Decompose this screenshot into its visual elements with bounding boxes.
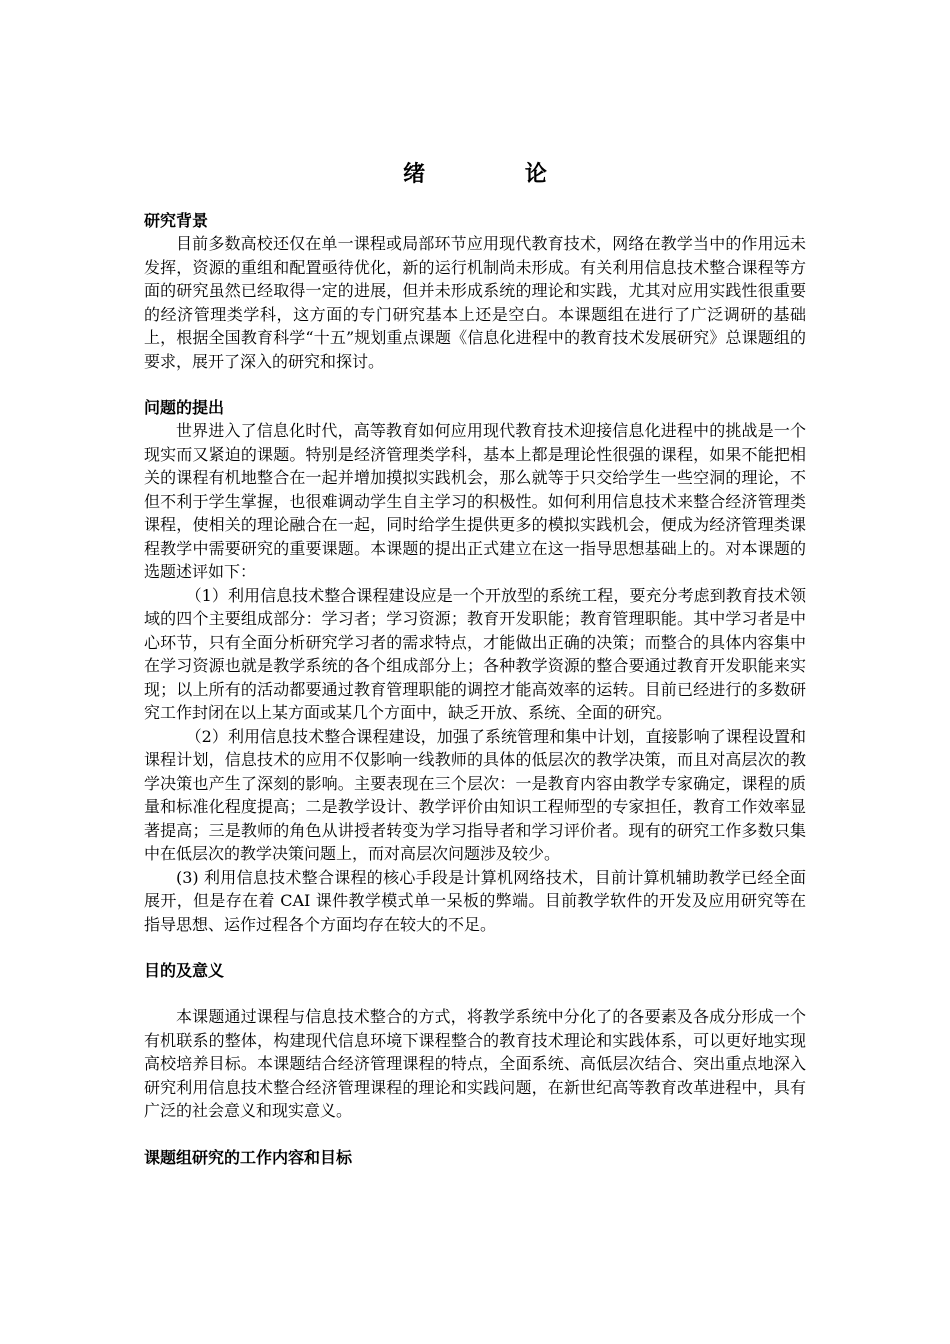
paragraph: (3) 利用信息技术整合课程的核心手段是计算机网络技术，目前计算机辅助教学已经全面展开，但是存在着 CAI 课件教学模式单一呆板的弊端。目前教学软件的开发及应用研究等在指导思想、运作过程各个方面均存在较大的不足。: [144, 867, 806, 934]
paragraph: （1）利用信息技术整合课程建设应是一个开放型的系统工程，要充分考虑到教育技术领域的四个主要组成部分：学习者；学习资源；教育开发职能；教育管理职能。其中学习者是中心环节，只有全面分析研究学习者的需求特点，才能做出正确的决策；而整合的具体内容集中在学习资源也就是教学系统的各个组成部分上；各种教学资源的整合要通过教育开发职能来实现；以上所有的活动都要通过教育管理职能的调控才能高效率的运转。目前已经进行的多数研究工作封闭在以上某方面或某几个方面中，缺乏开放、系统、全面的研究。: [144, 585, 806, 722]
document-body: [144, 209, 806, 1169]
spacer: [144, 982, 806, 1005]
paragraph: 目前多数高校还仅在单一课程或局部环节应用现代教育技术，网络在教学当中的作用远未发挥，资源的重组和配置亟待优化，新的运行机制尚未形成。有关利用信息技术整合课程等方面的研究虽然已经取得一定的进展，但并未形成系统的理论和实践，尤其对应用实践性很重要的经济管理类学科，这方面的专门研究基本上还是空白。本课题组在进行了广泛调研的基础上，根据全国教育科学“十五”规划重点课题《信息化进程中的教育技术发展研究》总课题组的要求，展开了深入的研究和探讨。: [144, 234, 806, 371]
section-heading: 研究背景: [144, 211, 209, 230]
paragraph: 本课题通过课程与信息技术整合的方式，将教学系统中分化了的各要素及各成分形成一个有机联系的整体，构建现代信息环境下课程整合的教育技术理论和实践体系，可以更好地实现高校培养目标。本课题结合经济管理课程的特点，全面系统、高低层次结合、突出重点地深入研究利用信息技术整合经济管理课程的理论和实践问题，在新世纪高等教育改革进程中，具有广泛的社会意义和现实意义。: [144, 1007, 806, 1120]
section-heading: 问题的提出: [144, 398, 225, 417]
section-heading: 目的及意义: [144, 961, 225, 980]
spacer: [144, 373, 806, 396]
document-title: 绪 论: [403, 162, 593, 187]
section-heading: 课题组研究的工作内容和目标: [144, 1147, 353, 1167]
section-purpose: [144, 959, 806, 1123]
spacer: [144, 936, 806, 959]
section-work-content: [144, 1146, 806, 1169]
section-background: [144, 209, 806, 373]
paragraph: （2）利用信息技术整合课程建设，加强了系统管理和集中计划，直接影响了课程设置和课程计划，信息技术的应用不仅影响一线教师的具体的低层次的教学决策，而且对高层次的教学决策也产生了深刻的影响。主要表现在三个层次：一是教育内容由教学专家确定，课程的质量和标准化程度提高；二是教学设计、教学评价由知识工程师型的专家担任，教育工作效率显著提高；三是教师的角色从讲授者转变为学习指导者和学习评价者。现有的研究工作多数只集中在低层次的教学决策问题上，而对高层次问题涉及较少。: [144, 726, 806, 863]
section-problem: [144, 396, 806, 936]
paragraph: 世界进入了信息化时代，高等教育如何应用现代教育技术迎接信息化进程中的挑战是一个现实而又紧迫的课题。特别是经济管理类学科，基本上都是理论性很强的课程，如果不能把相关的课程有机地整合在一起并增加摸拟实践机会，那么就等于只交给学生一些空洞的理论，不但不利于学生掌握，也很难调动学生自主学习的积极性。如何利用信息技术来整合经济管理类课程，使相关的理论融合在一起，同时给学生提供更多的模拟实践机会，便成为经济管理类课程教学中需要研究的重要课题。本课题的提出正式建立在这一指导思想基础上的。对本课题的选题述评如下：: [144, 421, 806, 581]
spacer: [144, 1123, 806, 1146]
